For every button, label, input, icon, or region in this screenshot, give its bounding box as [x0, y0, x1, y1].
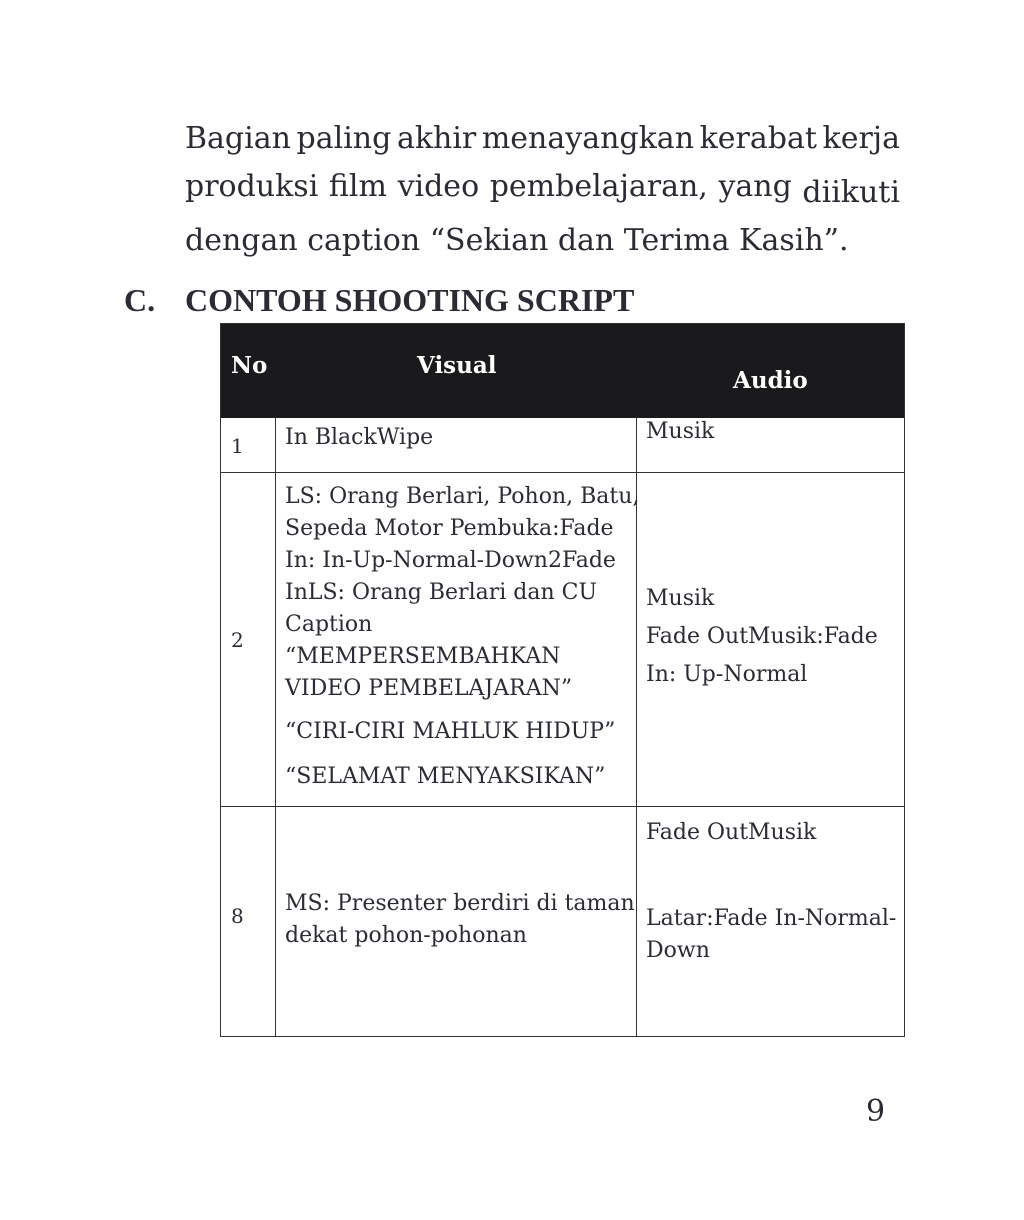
- word: video: [397, 169, 480, 204]
- audio-cell: [646, 817, 896, 967]
- section-letter: C.: [124, 282, 156, 318]
- word: paling: [296, 121, 392, 156]
- word: diikuti: [802, 175, 900, 210]
- visual-line: In BlackWipe: [285, 425, 434, 450]
- word: yang: [718, 169, 792, 204]
- visual-cell: [285, 888, 635, 952]
- visual-line: dekat pohon-pohonan: [285, 923, 527, 948]
- paragraph-line-2: [185, 169, 900, 210]
- visual-line: MS: Presenter berdiri di taman: [285, 891, 635, 916]
- word: kerabat: [699, 121, 817, 156]
- visual-line: Sepeda Motor Pembuka:Fade: [285, 516, 614, 541]
- visual-cell: [285, 422, 433, 454]
- shooting-script-table: [220, 323, 905, 1037]
- visual-line: VIDEO PEMBELAJARAN”: [285, 676, 573, 701]
- audio-line: Musik: [646, 586, 715, 611]
- word: kerja: [822, 121, 900, 156]
- visual-line: Caption: [285, 612, 373, 637]
- audio-line: Fade OutMusik:Fade: [646, 624, 878, 649]
- header-no: No: [231, 352, 268, 379]
- audio-line: In: Up-Normal: [646, 662, 808, 687]
- row-divider: [221, 806, 904, 807]
- visual-cell: [285, 481, 639, 793]
- visual-line: “CIRI-CIRI MAHLUK HIDUP”: [285, 719, 616, 744]
- word: film: [328, 169, 387, 204]
- section-title: CONTOH SHOOTING SCRIPT: [185, 282, 635, 318]
- visual-line: “SELAMAT MENYAKSIKAN”: [285, 764, 606, 789]
- word: pembelajaran,: [489, 169, 708, 204]
- row-divider: [221, 472, 904, 473]
- paragraph-line-1: [185, 121, 900, 156]
- audio-line: Musik: [646, 419, 715, 444]
- visual-line: In: In-Up-Normal-Down2Fade: [285, 548, 616, 573]
- row-number: 8: [231, 904, 244, 928]
- audio-cell: [646, 416, 714, 448]
- page-number: 9: [866, 1094, 886, 1129]
- row-number: 1: [231, 434, 244, 458]
- audio-line: Fade OutMusik: [646, 820, 817, 845]
- header-visual: Visual: [417, 352, 497, 379]
- row-number: 2: [231, 628, 244, 652]
- visual-line: LS: Orang Berlari, Pohon, Batu,: [285, 484, 640, 509]
- paragraph-line-3: dengan caption “Sekian dan Terima Kasih”.: [185, 223, 849, 258]
- header-audio: Audio: [733, 367, 808, 394]
- word: akhir: [396, 121, 477, 156]
- word: Bagian: [185, 121, 291, 156]
- word: menayangkan: [481, 121, 695, 156]
- visual-line: InLS: Orang Berlari dan CU: [285, 580, 597, 605]
- audio-cell: [646, 580, 878, 694]
- audio-line: Down: [646, 938, 710, 963]
- visual-line: “MEMPERSEMBAHKAN: [285, 644, 561, 669]
- word: produksi: [185, 169, 319, 204]
- table-header: [221, 324, 904, 418]
- column-divider: [275, 418, 276, 1036]
- audio-line: Latar:Fade In-Normal-: [646, 906, 897, 931]
